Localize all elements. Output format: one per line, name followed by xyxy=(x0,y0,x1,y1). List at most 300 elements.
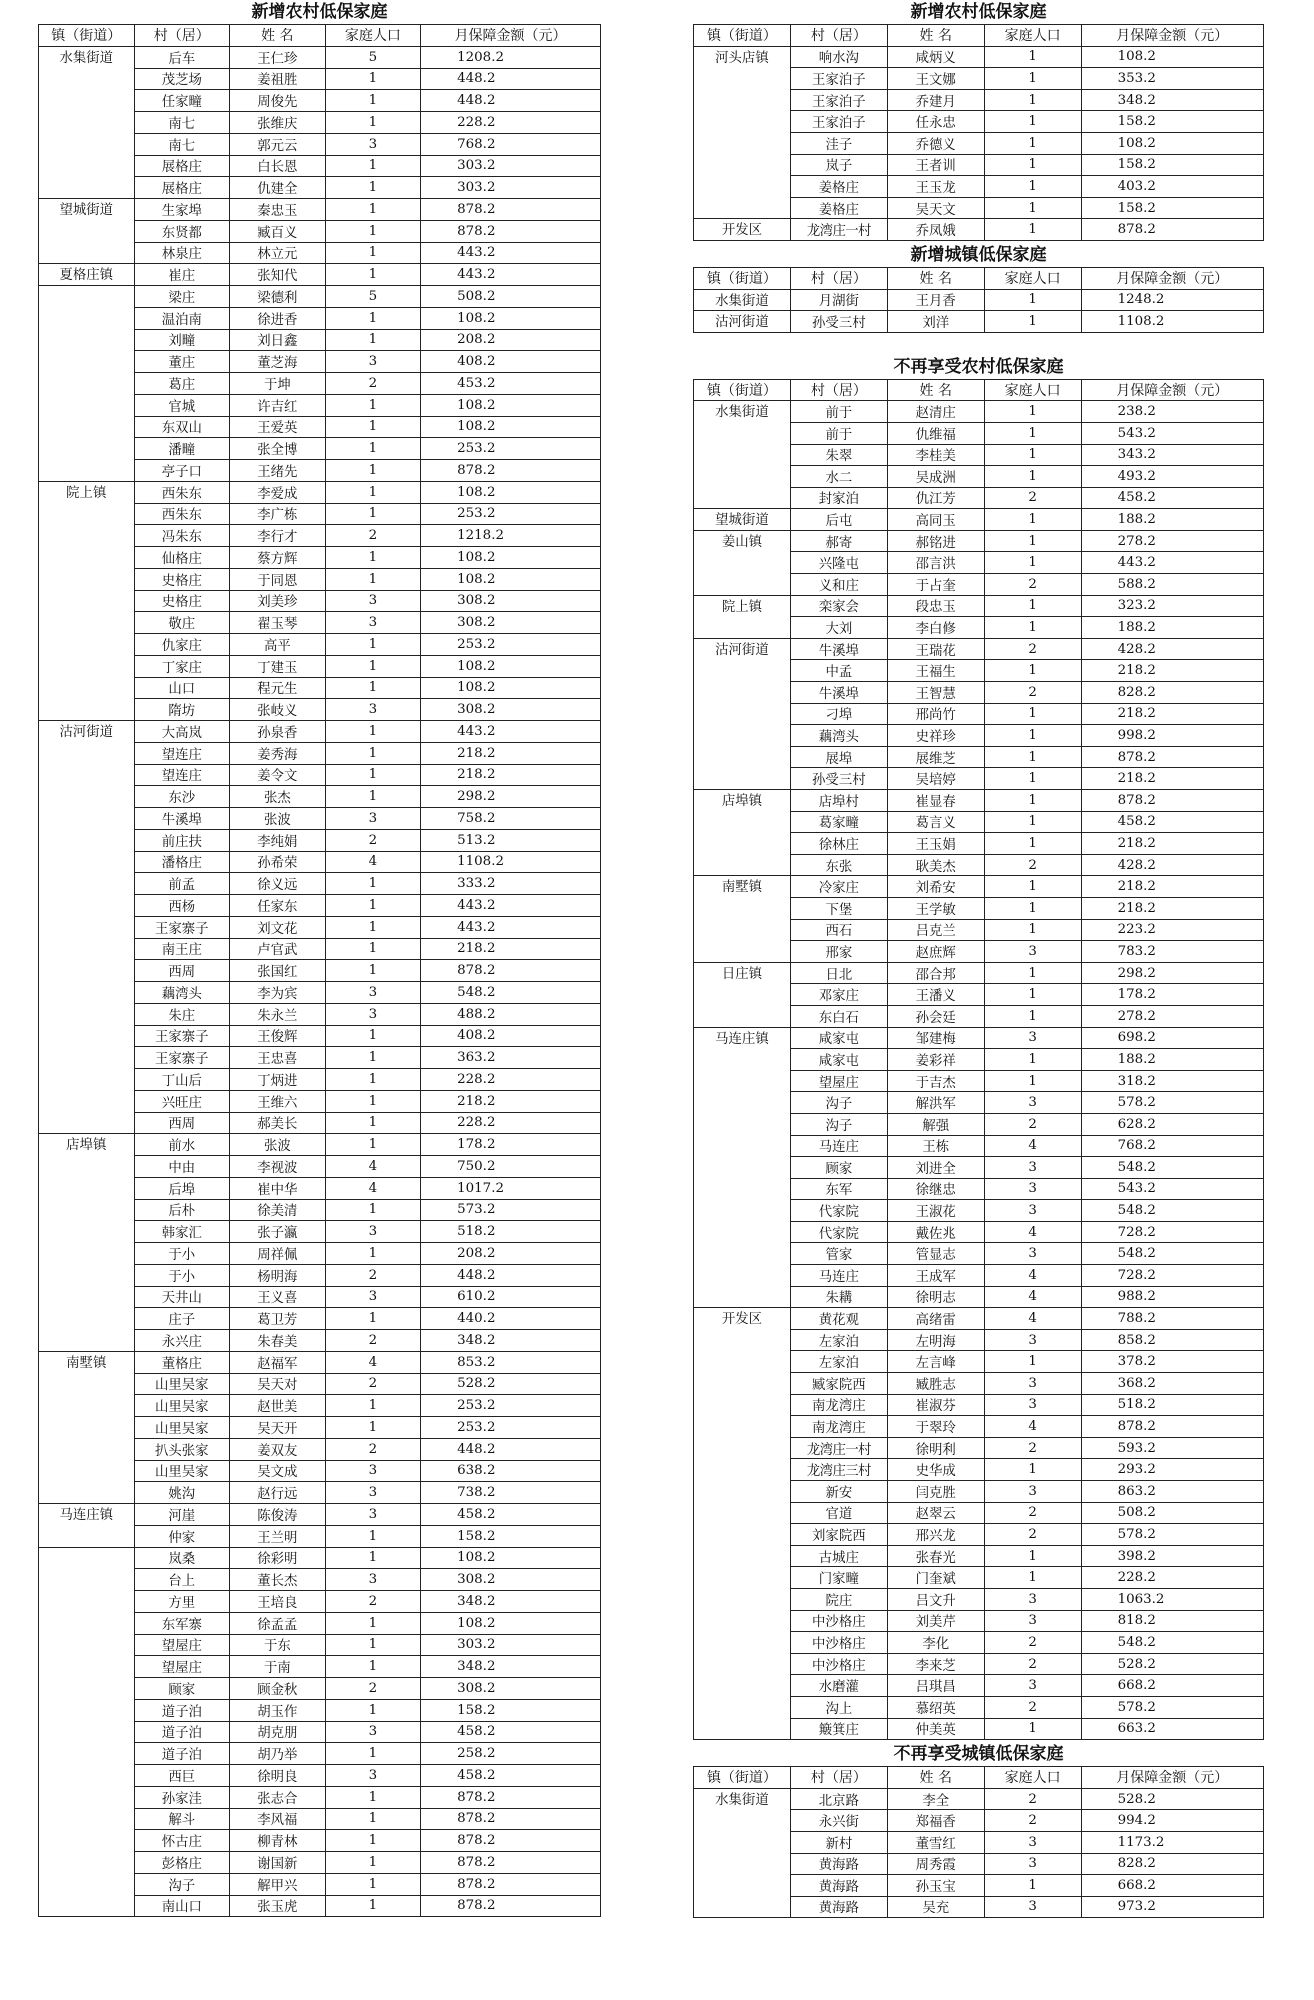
table-row xyxy=(39,46,601,68)
name-cell: 仇江芳 xyxy=(887,487,984,509)
table-row xyxy=(694,219,1264,241)
village-cell: 月湖街 xyxy=(790,289,887,311)
name-cell: 李全 xyxy=(887,1788,984,1810)
village-cell: 西周 xyxy=(134,960,230,982)
household-size-cell: 1 xyxy=(325,1547,421,1569)
name-cell: 胡克朋 xyxy=(230,1721,326,1743)
village-cell: 仙格庄 xyxy=(134,547,230,569)
village-cell: 南王庄 xyxy=(134,938,230,960)
monthly-amount-cell: 1108.2 xyxy=(1081,311,1263,333)
monthly-amount-cell: 108.2 xyxy=(421,677,601,699)
household-size-cell: 1 xyxy=(984,176,1081,198)
village-cell: 栾家会 xyxy=(790,595,887,617)
name-cell: 徐彩明 xyxy=(230,1547,326,1569)
column-header: 月保障金额（元） xyxy=(1081,267,1263,289)
town-cell: 水集街道 xyxy=(694,401,791,509)
village-cell: 兴旺庄 xyxy=(134,1090,230,1112)
village-cell: 于小 xyxy=(134,1243,230,1265)
village-cell: 董格庄 xyxy=(134,1351,230,1373)
monthly-amount-cell: 758.2 xyxy=(421,808,601,830)
name-cell: 吴天对 xyxy=(230,1373,326,1395)
household-size-cell: 1 xyxy=(325,1525,421,1547)
column-header: 家庭人口 xyxy=(984,25,1081,47)
village-cell: 茂芝场 xyxy=(134,68,230,90)
name-cell: 刘文花 xyxy=(230,916,326,938)
name-cell: 李风福 xyxy=(230,1808,326,1830)
household-size-cell: 3 xyxy=(325,1482,421,1504)
household-size-cell: 1 xyxy=(984,219,1081,241)
monthly-amount-cell: 878.2 xyxy=(421,1895,601,1917)
name-cell: 徐明良 xyxy=(230,1765,326,1787)
village-cell: 朱庄 xyxy=(134,1003,230,1025)
village-cell: 沟上 xyxy=(790,1696,887,1718)
town-cell: 院上镇 xyxy=(39,481,135,720)
table-row xyxy=(694,1308,1264,1330)
table-row xyxy=(694,1788,1264,1810)
name-cell: 张玉虎 xyxy=(230,1895,326,1917)
town-cell: 南墅镇 xyxy=(694,876,791,962)
household-size-cell: 3 xyxy=(984,1588,1081,1610)
village-cell: 董庄 xyxy=(134,351,230,373)
monthly-amount-cell: 548.2 xyxy=(1081,1200,1263,1222)
monthly-amount-cell: 528.2 xyxy=(421,1373,601,1395)
monthly-amount-cell: 108.2 xyxy=(1081,132,1263,154)
name-cell: 于翠玲 xyxy=(887,1416,984,1438)
village-cell: 郝寄 xyxy=(790,530,887,552)
table-row xyxy=(694,962,1264,984)
household-size-cell: 2 xyxy=(984,1437,1081,1459)
table-row xyxy=(694,595,1264,617)
name-cell: 张杰 xyxy=(230,786,326,808)
village-cell: 山里吴家 xyxy=(134,1417,230,1439)
village-cell: 葛庄 xyxy=(134,373,230,395)
table-row xyxy=(694,401,1264,423)
monthly-amount-cell: 353.2 xyxy=(1081,68,1263,90)
monthly-amount-cell: 108.2 xyxy=(1081,46,1263,68)
household-size-cell: 1 xyxy=(984,509,1081,531)
name-cell: 邵言洪 xyxy=(887,552,984,574)
monthly-amount-cell: 228.2 xyxy=(1081,1567,1263,1589)
monthly-amount-cell: 738.2 xyxy=(421,1482,601,1504)
village-cell: 望屋庄 xyxy=(134,1634,230,1656)
monthly-amount-cell: 178.2 xyxy=(1081,984,1263,1006)
column-header: 家庭人口 xyxy=(325,25,421,47)
village-cell: 姜格庄 xyxy=(790,197,887,219)
household-size-cell: 1 xyxy=(325,655,421,677)
village-cell: 展格庄 xyxy=(134,177,230,199)
household-size-cell: 3 xyxy=(325,133,421,155)
household-size-cell: 1 xyxy=(325,416,421,438)
village-cell: 山里吴家 xyxy=(134,1373,230,1395)
village-cell: 黄海路 xyxy=(790,1853,887,1875)
household-size-cell: 3 xyxy=(984,1394,1081,1416)
village-cell: 于小 xyxy=(134,1264,230,1286)
village-cell: 左家泊 xyxy=(790,1351,887,1373)
village-cell: 黄花观 xyxy=(790,1308,887,1330)
monthly-amount-cell: 238.2 xyxy=(1081,401,1263,423)
household-size-cell: 1 xyxy=(984,1567,1081,1589)
town-cell: 院上镇 xyxy=(694,595,791,638)
household-size-cell: 1 xyxy=(325,1808,421,1830)
village-cell: 义和庄 xyxy=(790,574,887,596)
village-cell: 中孟 xyxy=(790,660,887,682)
village-cell: 仲家 xyxy=(134,1525,230,1547)
name-cell: 乔建月 xyxy=(887,89,984,111)
village-cell: 孙家洼 xyxy=(134,1786,230,1808)
household-size-cell: 2 xyxy=(325,1678,421,1700)
village-cell: 下堡 xyxy=(790,897,887,919)
monthly-amount-cell: 308.2 xyxy=(421,699,601,721)
name-cell: 王义喜 xyxy=(230,1286,326,1308)
monthly-amount-cell: 853.2 xyxy=(421,1351,601,1373)
monthly-amount-cell: 178.2 xyxy=(421,1134,601,1156)
name-cell: 丁建玉 xyxy=(230,655,326,677)
village-cell: 怀古庄 xyxy=(134,1830,230,1852)
monthly-amount-cell: 218.2 xyxy=(421,742,601,764)
monthly-amount-cell: 1017.2 xyxy=(421,1177,601,1199)
monthly-amount-cell: 548.2 xyxy=(421,982,601,1004)
household-size-cell: 1 xyxy=(325,307,421,329)
monthly-amount-cell: 218.2 xyxy=(421,1090,601,1112)
household-size-cell: 1 xyxy=(325,90,421,112)
town-cell: 沽河街道 xyxy=(694,311,791,333)
village-cell: 望连庄 xyxy=(134,742,230,764)
village-cell: 后车 xyxy=(134,46,230,68)
name-cell: 张维庆 xyxy=(230,112,326,134)
village-cell: 咸家屯 xyxy=(790,1027,887,1049)
monthly-amount-cell: 878.2 xyxy=(421,1852,601,1874)
household-size-cell: 1 xyxy=(984,1049,1081,1071)
name-cell: 周俊先 xyxy=(230,90,326,112)
table-row xyxy=(39,1504,601,1526)
monthly-amount-cell: 368.2 xyxy=(1081,1373,1263,1395)
monthly-amount-cell: 228.2 xyxy=(421,112,601,134)
monthly-amount-cell: 253.2 xyxy=(421,634,601,656)
village-cell: 王家寨子 xyxy=(134,916,230,938)
name-cell: 王学敏 xyxy=(887,897,984,919)
monthly-amount-cell: 448.2 xyxy=(421,90,601,112)
name-cell: 史祥珍 xyxy=(887,725,984,747)
monthly-amount-cell: 303.2 xyxy=(421,177,601,199)
name-cell: 秦忠玉 xyxy=(230,199,326,221)
name-cell: 解甲兴 xyxy=(230,1873,326,1895)
household-size-cell: 3 xyxy=(984,1329,1081,1351)
village-cell: 王家寨子 xyxy=(134,1047,230,1069)
monthly-amount-cell: 818.2 xyxy=(1081,1610,1263,1632)
monthly-amount-cell: 308.2 xyxy=(421,1569,601,1591)
monthly-amount-cell: 188.2 xyxy=(1081,617,1263,639)
household-size-cell: 2 xyxy=(984,638,1081,660)
village-cell: 扒头张家 xyxy=(134,1438,230,1460)
name-cell: 朱春美 xyxy=(230,1330,326,1352)
household-size-cell: 1 xyxy=(325,155,421,177)
monthly-amount-cell: 158.2 xyxy=(1081,111,1263,133)
name-cell: 于占奎 xyxy=(887,574,984,596)
column-header: 姓 名 xyxy=(887,1767,984,1789)
name-cell: 吴天开 xyxy=(230,1417,326,1439)
monthly-amount-cell: 448.2 xyxy=(421,1264,601,1286)
village-cell: 西石 xyxy=(790,919,887,941)
village-cell: 丁家庄 xyxy=(134,655,230,677)
table-row xyxy=(39,1134,601,1156)
village-cell: 龙湾庄一村 xyxy=(790,1437,887,1459)
village-cell: 日北 xyxy=(790,962,887,984)
name-cell: 刘进全 xyxy=(887,1157,984,1179)
monthly-amount-cell: 593.2 xyxy=(1081,1437,1263,1459)
name-cell: 王俊辉 xyxy=(230,1025,326,1047)
household-size-cell: 1 xyxy=(325,742,421,764)
right-column xyxy=(693,0,1264,1918)
monthly-amount-cell: 298.2 xyxy=(421,786,601,808)
monthly-amount-cell: 158.2 xyxy=(421,1699,601,1721)
name-cell: 李白修 xyxy=(887,617,984,639)
monthly-amount-cell: 543.2 xyxy=(1081,1178,1263,1200)
name-cell: 周秀霞 xyxy=(887,1853,984,1875)
monthly-amount-cell: 308.2 xyxy=(421,1678,601,1700)
village-cell: 姚沟 xyxy=(134,1482,230,1504)
village-cell: 朱翠 xyxy=(790,444,887,466)
village-cell: 门家疃 xyxy=(790,1567,887,1589)
village-cell: 黄海路 xyxy=(790,1875,887,1897)
name-cell: 孙希荣 xyxy=(230,851,326,873)
household-size-cell: 3 xyxy=(325,1460,421,1482)
household-size-cell: 3 xyxy=(984,941,1081,963)
household-size-cell: 3 xyxy=(325,1221,421,1243)
name-cell: 于南 xyxy=(230,1656,326,1678)
village-cell: 北京路 xyxy=(790,1788,887,1810)
name-cell: 谢国新 xyxy=(230,1852,326,1874)
household-size-cell: 3 xyxy=(325,1569,421,1591)
monthly-amount-cell: 453.2 xyxy=(421,373,601,395)
name-cell: 吕琪昌 xyxy=(887,1675,984,1697)
name-cell: 赵世美 xyxy=(230,1395,326,1417)
monthly-amount-cell: 788.2 xyxy=(1081,1308,1263,1330)
village-cell: 马连庄 xyxy=(790,1135,887,1157)
household-size-cell: 1 xyxy=(325,199,421,221)
monthly-amount-cell: 403.2 xyxy=(1081,176,1263,198)
name-cell: 于东 xyxy=(230,1634,326,1656)
monthly-amount-cell: 443.2 xyxy=(421,916,601,938)
household-size-cell: 3 xyxy=(325,808,421,830)
monthly-amount-cell: 1108.2 xyxy=(421,851,601,873)
household-size-cell: 1 xyxy=(984,811,1081,833)
monthly-amount-cell: 878.2 xyxy=(421,1830,601,1852)
household-size-cell: 1 xyxy=(984,530,1081,552)
monthly-amount-cell: 828.2 xyxy=(1081,682,1263,704)
household-size-cell: 2 xyxy=(325,1591,421,1613)
household-size-cell: 3 xyxy=(984,1675,1081,1697)
monthly-amount-cell: 408.2 xyxy=(421,351,601,373)
name-cell: 刘希安 xyxy=(887,876,984,898)
village-cell: 孙受三村 xyxy=(790,311,887,333)
village-cell: 后屯 xyxy=(790,509,887,531)
monthly-amount-cell: 443.2 xyxy=(1081,552,1263,574)
section-title: 新增农村低保家庭 xyxy=(910,2,1047,22)
monthly-amount-cell: 588.2 xyxy=(1081,574,1263,596)
village-cell: 中沙格庄 xyxy=(790,1610,887,1632)
household-size-cell: 2 xyxy=(325,1373,421,1395)
name-cell: 王月香 xyxy=(887,289,984,311)
name-cell: 邹建梅 xyxy=(887,1027,984,1049)
monthly-amount-cell: 698.2 xyxy=(1081,1027,1263,1049)
monthly-amount-cell: 258.2 xyxy=(421,1743,601,1765)
name-cell: 门奎斌 xyxy=(887,1567,984,1589)
name-cell: 吕克兰 xyxy=(887,919,984,941)
name-cell: 徐义远 xyxy=(230,873,326,895)
monthly-amount-cell: 343.2 xyxy=(1081,444,1263,466)
household-size-cell: 4 xyxy=(325,1351,421,1373)
village-cell: 兴隆屯 xyxy=(790,552,887,574)
name-cell: 朱永兰 xyxy=(230,1003,326,1025)
household-size-cell: 3 xyxy=(325,699,421,721)
household-size-cell: 3 xyxy=(325,590,421,612)
monthly-amount-cell: 108.2 xyxy=(421,1547,601,1569)
household-size-cell: 1 xyxy=(325,1047,421,1069)
monthly-amount-cell: 293.2 xyxy=(1081,1459,1263,1481)
village-cell: 解斗 xyxy=(134,1808,230,1830)
village-cell: 展格庄 xyxy=(134,155,230,177)
table-row xyxy=(39,1547,601,1569)
monthly-amount-cell: 253.2 xyxy=(421,1417,601,1439)
table-removed-urban xyxy=(693,1766,1264,1918)
monthly-amount-cell: 1173.2 xyxy=(1081,1831,1263,1853)
monthly-amount-cell: 348.2 xyxy=(421,1591,601,1613)
monthly-amount-cell: 878.2 xyxy=(1081,1416,1263,1438)
table-new-rural xyxy=(38,24,601,1917)
village-cell: 展埠 xyxy=(790,746,887,768)
household-size-cell: 1 xyxy=(984,660,1081,682)
name-cell: 李来芝 xyxy=(887,1653,984,1675)
household-size-cell: 1 xyxy=(984,984,1081,1006)
household-size-cell: 3 xyxy=(325,1765,421,1787)
monthly-amount-cell: 218.2 xyxy=(1081,876,1263,898)
household-size-cell: 2 xyxy=(984,682,1081,704)
section-title: 新增农村低保家庭 xyxy=(251,2,388,22)
village-cell: 大高岚 xyxy=(134,721,230,743)
village-cell: 后朴 xyxy=(134,1199,230,1221)
village-cell: 冯朱东 xyxy=(134,525,230,547)
monthly-amount-cell: 828.2 xyxy=(1081,1853,1263,1875)
household-size-cell: 1 xyxy=(984,154,1081,176)
village-cell: 望屋庄 xyxy=(134,1656,230,1678)
monthly-amount-cell: 108.2 xyxy=(421,307,601,329)
village-cell: 东白石 xyxy=(790,1005,887,1027)
village-cell: 道子泊 xyxy=(134,1721,230,1743)
monthly-amount-cell: 428.2 xyxy=(1081,638,1263,660)
household-size-cell: 2 xyxy=(984,1524,1081,1546)
name-cell: 姜令文 xyxy=(230,764,326,786)
table-row xyxy=(694,530,1264,552)
monthly-amount-cell: 303.2 xyxy=(421,1634,601,1656)
name-cell: 郝美长 xyxy=(230,1112,326,1134)
name-cell: 赵翠云 xyxy=(887,1502,984,1524)
monthly-amount-cell: 228.2 xyxy=(421,1112,601,1134)
monthly-amount-cell: 728.2 xyxy=(1081,1221,1263,1243)
village-cell: 水磨灌 xyxy=(790,1675,887,1697)
monthly-amount-cell: 188.2 xyxy=(1081,509,1263,531)
household-size-cell: 5 xyxy=(325,46,421,68)
household-size-cell: 3 xyxy=(984,1610,1081,1632)
name-cell: 孙泉香 xyxy=(230,721,326,743)
household-size-cell: 4 xyxy=(984,1221,1081,1243)
name-cell: 吴文成 xyxy=(230,1460,326,1482)
name-cell: 王忠喜 xyxy=(230,1047,326,1069)
name-cell: 徐孟孟 xyxy=(230,1612,326,1634)
town-cell: 水集街道 xyxy=(694,1788,791,1918)
household-size-cell: 1 xyxy=(325,1612,421,1634)
column-header: 镇（街道） xyxy=(694,379,791,401)
name-cell: 陈俊涛 xyxy=(230,1504,326,1526)
village-cell: 前孟 xyxy=(134,873,230,895)
household-size-cell: 1 xyxy=(984,466,1081,488)
village-cell: 龙湾庄一村 xyxy=(790,219,887,241)
monthly-amount-cell: 218.2 xyxy=(1081,833,1263,855)
village-cell: 水二 xyxy=(790,466,887,488)
name-cell: 李广栋 xyxy=(230,503,326,525)
table-row xyxy=(694,876,1264,898)
household-size-cell: 1 xyxy=(325,481,421,503)
name-cell: 张岐义 xyxy=(230,699,326,721)
name-cell: 解洪军 xyxy=(887,1092,984,1114)
town-cell: 夏格庄镇 xyxy=(39,264,135,286)
name-cell: 吴天文 xyxy=(887,197,984,219)
name-cell: 乔德义 xyxy=(887,132,984,154)
monthly-amount-cell: 318.2 xyxy=(1081,1070,1263,1092)
name-cell: 白长恩 xyxy=(230,155,326,177)
village-cell: 刘疃 xyxy=(134,329,230,351)
name-cell: 邵合邦 xyxy=(887,962,984,984)
name-cell: 邢兴龙 xyxy=(887,1524,984,1546)
monthly-amount-cell: 578.2 xyxy=(1081,1092,1263,1114)
village-cell: 林泉庄 xyxy=(134,242,230,264)
household-size-cell: 1 xyxy=(984,962,1081,984)
village-cell: 仇家庄 xyxy=(134,634,230,656)
name-cell: 张知代 xyxy=(230,264,326,286)
village-cell: 簸箕庄 xyxy=(790,1718,887,1740)
household-size-cell: 3 xyxy=(984,1092,1081,1114)
name-cell: 赵行远 xyxy=(230,1482,326,1504)
household-size-cell: 1 xyxy=(984,311,1081,333)
name-cell: 李纯娟 xyxy=(230,829,326,851)
household-size-cell: 3 xyxy=(325,351,421,373)
village-cell: 王家泊子 xyxy=(790,68,887,90)
household-size-cell: 2 xyxy=(984,1653,1081,1675)
monthly-amount-cell: 548.2 xyxy=(1081,1243,1263,1265)
name-cell: 任家东 xyxy=(230,895,326,917)
town-cell: 马连庄镇 xyxy=(694,1027,791,1308)
household-size-cell: 1 xyxy=(984,552,1081,574)
table-row xyxy=(694,46,1264,68)
monthly-amount-cell: 610.2 xyxy=(421,1286,601,1308)
name-cell: 许吉红 xyxy=(230,394,326,416)
household-size-cell: 4 xyxy=(984,1265,1081,1287)
village-cell: 永兴街 xyxy=(790,1810,887,1832)
household-size-cell: 1 xyxy=(984,876,1081,898)
name-cell: 丁炳进 xyxy=(230,1069,326,1091)
table-header-row xyxy=(39,25,601,47)
name-cell: 闫克胜 xyxy=(887,1481,984,1503)
name-cell: 郑福香 xyxy=(887,1810,984,1832)
household-size-cell: 1 xyxy=(325,1134,421,1156)
monthly-amount-cell: 308.2 xyxy=(421,612,601,634)
monthly-amount-cell: 878.2 xyxy=(1081,746,1263,768)
village-cell: 隋坊 xyxy=(134,699,230,721)
monthly-amount-cell: 108.2 xyxy=(421,655,601,677)
table-row xyxy=(39,721,601,743)
table-row xyxy=(694,790,1264,812)
monthly-amount-cell: 863.2 xyxy=(1081,1481,1263,1503)
household-size-cell: 1 xyxy=(984,833,1081,855)
